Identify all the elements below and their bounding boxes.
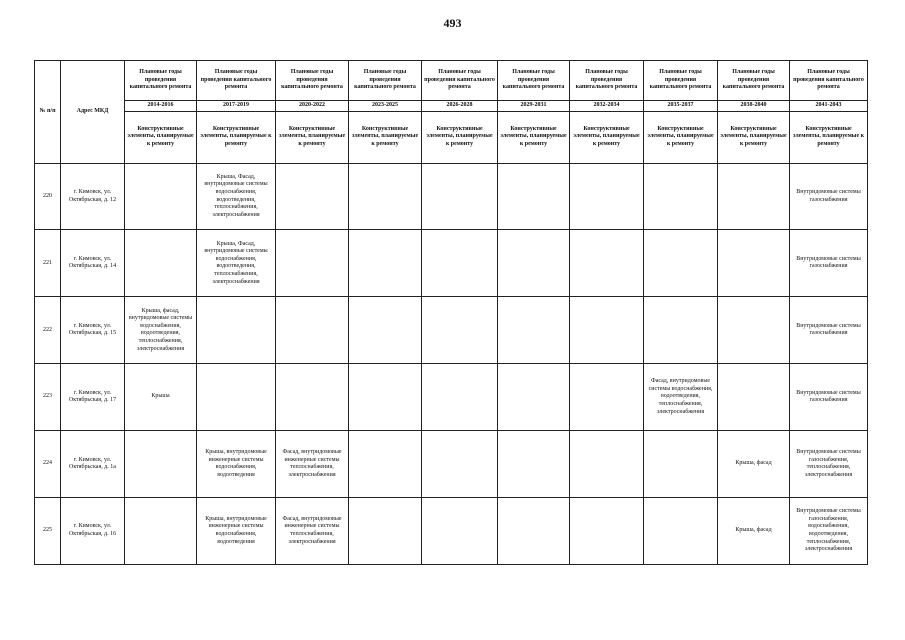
elements-cell [570,498,644,565]
elements-cell: Внутридомовые системы газоснабжения, водоснабжения, водоотведения, теплоснабжения, электроснабжения [790,498,868,565]
elements-cell [644,163,718,230]
elements-cell [197,364,276,431]
elements-cell [422,297,498,364]
address-cell: г. Кимовск, ул. Октябрьская, д. 12 [61,163,125,230]
elements-cell: Крыша, фасад [718,498,790,565]
elements-cell: Внутридомовые системы газоснабжения [790,163,868,230]
elements-cell [498,230,570,297]
period-title: Плановые годы проведения капитального ремонта [790,61,868,101]
period-title: Плановые годы проведения капитального ремонта [570,61,644,101]
elements-cell [276,297,349,364]
elements-cell [422,364,498,431]
elements-cell [498,498,570,565]
elements-cell [197,297,276,364]
elements-cell [570,431,644,498]
elements-label: Конструктивные элементы, планируемые к ремонту [498,111,570,163]
address-cell: г. Кимовск, ул. Октябрьская, д. 15 [61,297,125,364]
period-title: Плановые годы проведения капитального ремонта [276,61,349,101]
elements-cell [349,498,422,565]
elements-cell [276,163,349,230]
elements-cell [570,297,644,364]
address-cell: г. Кимовск, ул. Октябрьская, д. 17 [61,364,125,431]
period-title: Плановые годы проведения капитального ремонта [644,61,718,101]
page-number: 493 [443,16,462,30]
years-label: 2023-2025 [349,101,422,112]
elements-cell: Крыша, внутридомовые инженерные системы водоснабжения, водоотведения [197,431,276,498]
elements-cell [125,498,197,565]
elements-cell [349,431,422,498]
table-row [35,230,868,297]
elements-cell [718,364,790,431]
address-header: Адрес МКД [61,61,125,164]
elements-label: Конструктивные элементы, планируемые к ремонту [276,111,349,163]
elements-label: Конструктивные элементы, планируемые к ремонту [422,111,498,163]
elements-cell: Крыша, фасад, внутридомовые системы водоснабжения, водоотведения, теплоснабжения, электроснабжения [125,297,197,364]
years-label: 2017-2019 [197,101,276,112]
table-row [35,498,868,565]
elements-cell [570,163,644,230]
elements-cell [349,364,422,431]
elements-label: Конструктивные элементы, планируемые к ремонту [790,111,868,163]
years-label: 2020-2022 [276,101,349,112]
elements-cell [644,297,718,364]
elements-cell [570,364,644,431]
elements-label: Конструктивные элементы, планируемые к ремонту [197,111,276,163]
elements-cell [644,230,718,297]
elements-cell [349,230,422,297]
elements-cell: Фасад, внутридомовые инженерные системы теплоснабжения, электроснабжения [276,431,349,498]
elements-cell [349,163,422,230]
row-number: 221 [35,230,61,297]
address-cell: г. Кимовск, ул. Октябрьская, д. 16 [61,498,125,565]
elements-cell [276,364,349,431]
elements-cell: Внутридомовые системы газоснабжения, теплоснабжения, электроснабжения [790,431,868,498]
period-title: Плановые годы проведения капитального ремонта [125,61,197,101]
elements-cell: Крыша [125,364,197,431]
elements-cell: Фасад, внутридомовые инженерные системы теплоснабжения, электроснабжения [276,498,349,565]
years-label: 2014-2016 [125,101,197,112]
elements-label: Конструктивные элементы, планируемые к ремонту [644,111,718,163]
elements-label: Конструктивные элементы, планируемые к ремонту [349,111,422,163]
elements-cell: Внутридомовые системы газоснабжения [790,230,868,297]
row-number: 224 [35,431,61,498]
elements-cell [422,230,498,297]
elements-cell: Крыша, Фасад, внутридомовые системы водоснабжения, водоотведения, теплоснабжения, электроснабжения [197,163,276,230]
elements-cell [422,498,498,565]
elements-cell: Фасад, внутридомовые системы водоснабжения, водоотведения, теплоснабжения, электроснабжения [644,364,718,431]
period-title: Плановые годы проведения капитального ремонта [498,61,570,101]
period-title: Плановые годы проведения капитального ремонта [718,61,790,101]
elements-cell [125,163,197,230]
table-row [35,297,868,364]
elements-cell [570,230,644,297]
elements-cell [644,498,718,565]
address-cell: г. Кимовск, ул. Октябрьская, д. 1а [61,431,125,498]
elements-cell [644,431,718,498]
elements-cell [498,297,570,364]
elements-cell [422,163,498,230]
table-row [35,364,868,431]
num-header: № п/п [35,61,61,164]
elements-label: Конструктивные элементы, планируемые к ремонту [125,111,197,163]
table-row [35,431,868,498]
elements-cell [125,431,197,498]
years-label: 2038-2040 [718,101,790,112]
table-row [35,163,868,230]
elements-cell: Крыша, фасад [718,431,790,498]
period-title: Плановые годы проведения капитального ремонта [349,61,422,101]
row-number: 222 [35,297,61,364]
capital-repair-table [34,60,868,565]
elements-cell [718,297,790,364]
row-number: 220 [35,163,61,230]
elements-cell: Крыша, внутридомовые инженерные системы водоснабжения, водоотведения [197,498,276,565]
years-label: 2029-2031 [498,101,570,112]
years-label: 2032-2034 [570,101,644,112]
elements-label: Конструктивные элементы, планируемые к ремонту [570,111,644,163]
elements-cell [349,297,422,364]
period-title: Плановые годы проведения капитального ремонта [197,61,276,101]
years-label: 2041-2043 [790,101,868,112]
years-label: 2035-2037 [644,101,718,112]
elements-cell: Крыша, Фасад, внутридомовые системы водоснабжения, водоотведения, теплоснабжения, электроснабжения [197,230,276,297]
elements-cell [498,431,570,498]
period-title: Плановые годы проведения капитального ремонта [422,61,498,101]
elements-cell [422,431,498,498]
elements-cell: Внутридомовые системы газоснабжения [790,297,868,364]
address-cell: г. Кимовск, ул. Октябрьская, д. 14 [61,230,125,297]
row-number: 223 [35,364,61,431]
elements-cell: Внутридомовые системы газоснабжения [790,364,868,431]
elements-cell [276,230,349,297]
years-label: 2026-2028 [422,101,498,112]
elements-cell [718,163,790,230]
row-number: 225 [35,498,61,565]
elements-cell [498,163,570,230]
elements-cell [125,230,197,297]
elements-label: Конструктивные элементы, планируемые к ремонту [718,111,790,163]
elements-cell [718,230,790,297]
elements-cell [498,364,570,431]
